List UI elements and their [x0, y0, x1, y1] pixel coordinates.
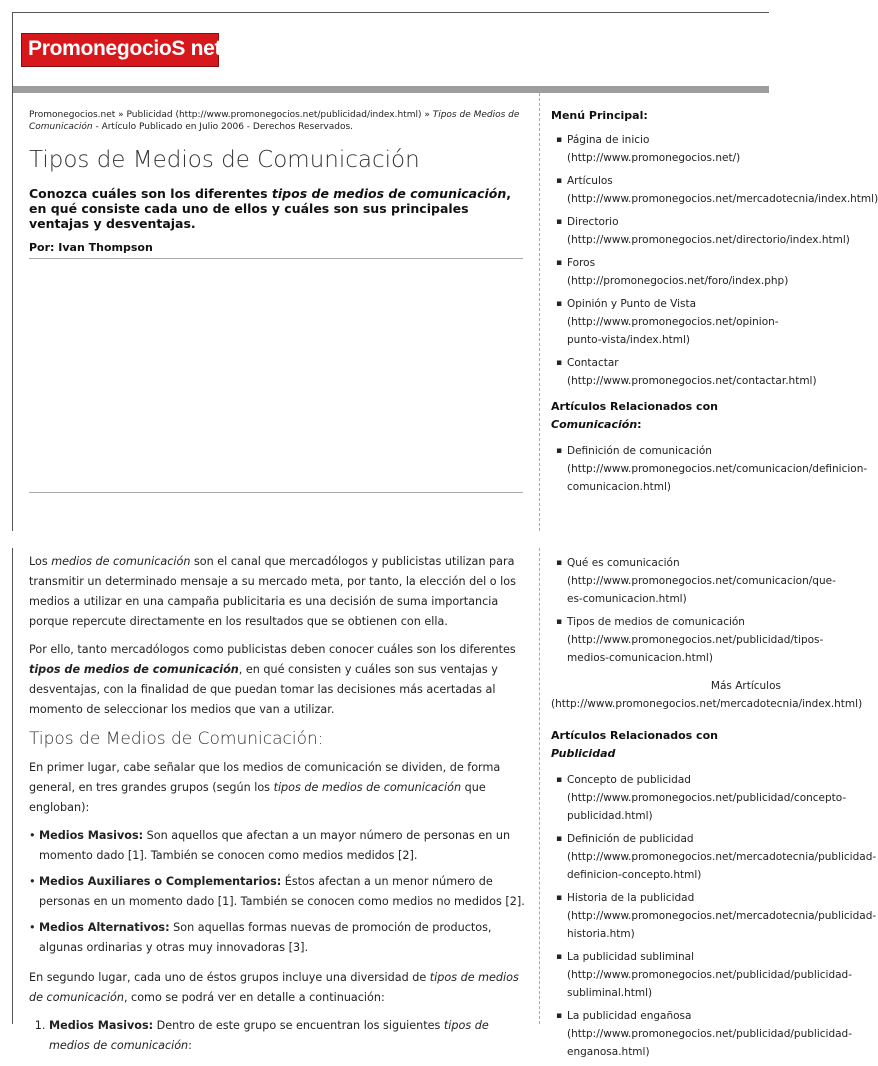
section-heading: Tipos de Medios de Comunicación:: [29, 729, 324, 749]
header-bar: [13, 86, 769, 93]
media-groups-list: [29, 826, 525, 958]
more-articles-url[interactable]: (http://www.promonegocios.net/mercadotecnia/index.html): [551, 698, 863, 710]
menu-item[interactable]: ▪ Página de inicio (http://www.promonegocios.net/): [551, 131, 781, 167]
related-item[interactable]: ▪ Qué es comunicación (http://www.promonegocios.net/comunicacion/que-es-comunicacion.html): [551, 554, 781, 608]
related-comunicacion-title: Artículos Relacionados con Comunicación:: [551, 400, 718, 431]
divider: [29, 492, 523, 493]
menu-item[interactable]: ▪ Foros (http://promonegocios.net/foro/index.php): [551, 254, 781, 290]
page-2: [12, 548, 877, 1058]
related-item[interactable]: ▪ La publicidad subliminal (http://www.promonegocios.net/publicidad/publicidad-subliminal.html): [551, 948, 781, 1002]
related-item[interactable]: ▪ Tipos de medios de comunicación (http://www.promonegocios.net/publicidad/tipos-medios-comunicacion.html): [551, 613, 781, 667]
logo-text: PromonegocioS net: [28, 37, 222, 60]
related-item[interactable]: ▪ La publicidad engañosa (http://www.promonegocios.net/publicidad/publicidad-enganosa.html): [551, 1007, 781, 1061]
list-item: • Medios Auxiliares o Complementarios: Éstos afectan a un menor número de personas en un momento dado [1]. También se conocen como medios no medidos [2].: [29, 872, 525, 912]
menu-item[interactable]: ▪ Contactar (http://www.promonegocios.net/contactar.html): [551, 354, 781, 390]
menu-item[interactable]: ▪ Opinión y Punto de Vista (http://www.promonegocios.net/opinion-punto-vista/index.html): [551, 295, 781, 349]
paragraph: Por ello, tanto mercadólogos como publicistas deben conocer cuáles son los diferentes tipos de medios de comunicación, en qué consisten y cuáles son sus ventajas y desventajas, con la finalidad de que puedan tomar las decisiones más acertadas al momento de seleccionar los medios que van a utilizar.: [29, 643, 516, 716]
related-item[interactable]: ▪ Historia de la publicidad (http://www.promonegocios.net/mercadotecnia/publicidad-historia.htm): [551, 889, 781, 943]
related-comunicacion-list: [551, 554, 836, 667]
list-item: • Medios Alternativos: Son aquellas formas nuevas de promoción de productos, algunas ordinarias y otras muy innovadoras [3].: [29, 918, 525, 958]
article-author: Por: Ivan Thompson: [29, 241, 153, 254]
breadcrumb-home-link[interactable]: Promonegocios.net: [29, 110, 116, 120]
related-comunicacion-list: [551, 442, 868, 496]
paragraph: En segundo lugar, cada uno de éstos grupos incluye una diversidad de tipos de medios de comunicación, como se podrá ver en detalle a continuación:: [29, 971, 519, 1004]
related-publicidad-list: [551, 771, 877, 1061]
column-divider: [539, 93, 540, 531]
list-item: 1. Medios Masivos: Dentro de este grupo se encuentran los siguientes tipos de medios de comunicación:: [49, 1016, 525, 1056]
article-lead: Conozca cuáles son los diferentes tipos de medios de comunicación, en qué consiste cada uno de ellos y cuáles son sus principales ventajas y desventajas.: [29, 186, 512, 231]
more-articles-link[interactable]: Más Artículos: [710, 680, 781, 692]
column-divider: [539, 548, 540, 1024]
main-menu: [551, 131, 878, 390]
ordered-list: [29, 1016, 525, 1056]
breadcrumb-publicidad-link[interactable]: Publicidad (http://www.promonegocios.net/publicidad/index.html): [126, 110, 422, 120]
menu-title: Menú Principal:: [551, 109, 648, 122]
paragraph: Los medios de comunicación son el canal que mercadólogos y publicistas utilizan para transmitir un determinado mensaje a su mercado meta, por tanto, la elección del o los medios a utilizar en una campaña publicitaria es una decisión de suma importancia porque repercute directamente en los resultados que se obtienen con ella.: [29, 555, 516, 628]
sidebar: [551, 107, 878, 501]
divider: [29, 258, 523, 259]
page-1: [12, 12, 878, 531]
related-item[interactable]: ▪ Concepto de publicidad (http://www.promonegocios.net/publicidad/concepto-publicidad.html): [551, 771, 781, 825]
breadcrumb-current: Tipos de Medios de Comunicación: [29, 110, 520, 132]
menu-item[interactable]: ▪ Directorio (http://www.promonegocios.net/directorio/index.html): [551, 213, 781, 249]
article-body: [29, 552, 525, 1056]
breadcrumb: Promonegocios.net » Publicidad (http://www.promonegocios.net/publicidad/index.html) » Tipos de Medios de Comunicación - Artículo Publicado en Julio 2006 - Derechos Reservados.: [29, 110, 520, 132]
sidebar-continued: [551, 554, 877, 1066]
breadcrumb-suffix: - Artículo Publicado en Julio 2006 - Derechos Reservados.: [92, 122, 354, 132]
menu-item[interactable]: ▪ Artículos (http://www.promonegocios.net/mercadotecnia/index.html): [551, 172, 781, 208]
related-item[interactable]: ▪ Definición de publicidad (http://www.promonegocios.net/mercadotecnia/publicidad-definicion-concepto.html): [551, 830, 781, 884]
list-item: • Medios Masivos: Son aquellos que afectan a un mayor número de personas en un momento dado [1]. También se conocen como medios medidos [2].: [29, 826, 525, 866]
related-item[interactable]: ▪ Definición de comunicación (http://www.promonegocios.net/comunicacion/definicion-comunicacion.html): [551, 442, 781, 496]
page-title: Tipos de Medios de Comunicación: [29, 147, 420, 173]
related-publicidad-title: Artículos Relacionados con Publicidad: [551, 729, 718, 760]
paragraph: En primer lugar, cabe señalar que los medios de comunicación se dividen, de forma general, en tres grandes grupos (según los tipos de medios de comunicación que engloban):: [29, 761, 501, 814]
site-logo[interactable]: [21, 33, 222, 67]
